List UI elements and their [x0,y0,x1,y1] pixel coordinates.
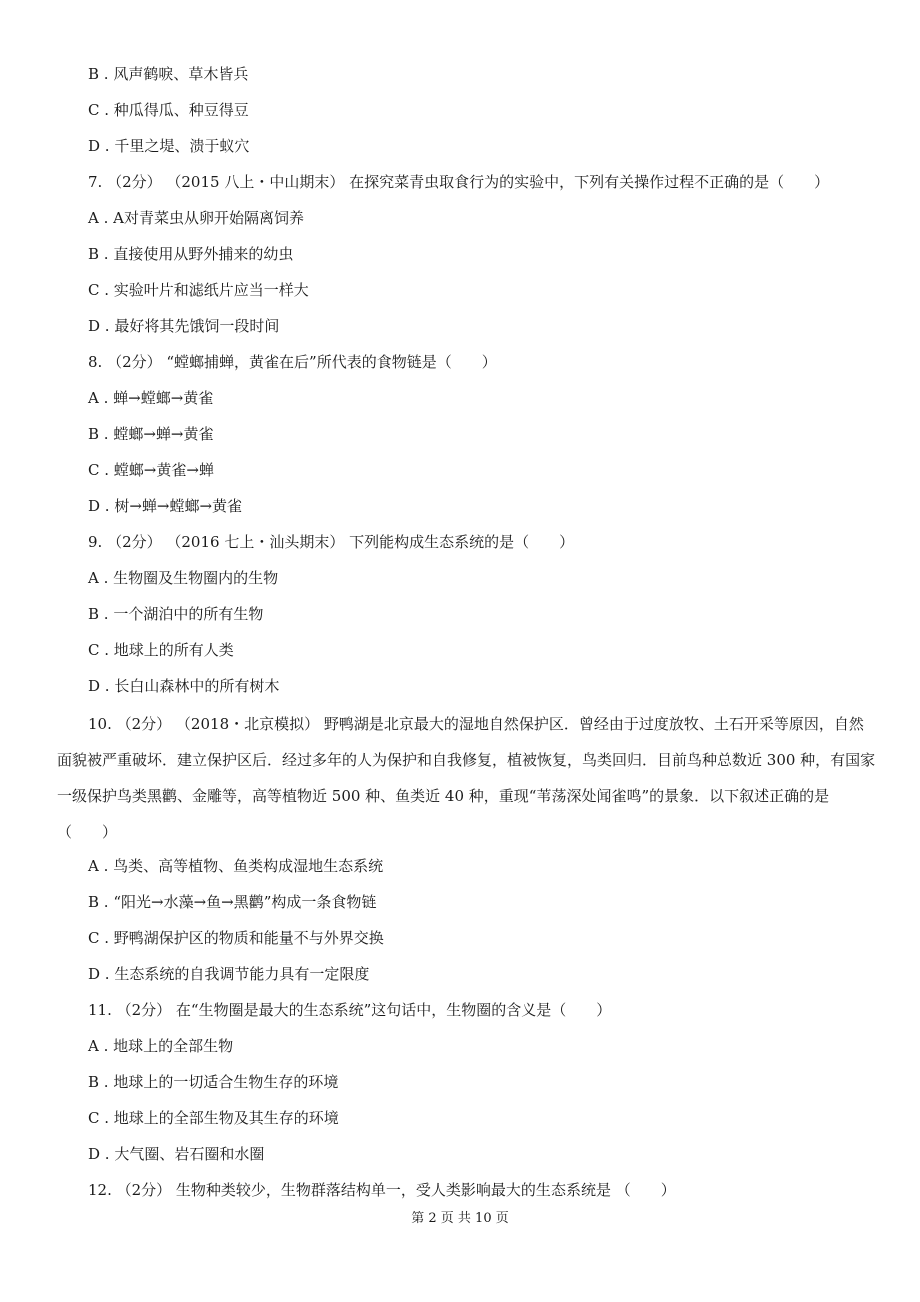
option-text: A . A对青菜虫从卵开始隔离饲养 [88,209,304,227]
option-text: B . 风声鹤唳、草木皆兵 [88,65,249,83]
option-text: C . 地球上的所有人类 [88,641,234,659]
option-text: B . “阳光→水藻→鱼→黑鹳”构成一条食物链 [88,893,377,911]
option-text: D . 最好将其先饿饲一段时间 [88,317,280,335]
option-text: D . 长白山森林中的所有树木 [88,677,280,695]
question-12: 12. （2分） 生物种类较少，生物群落结构单一，受人类影响最大的生态系统是 （ ） [88,1181,676,1199]
option-text: C . 螳螂→黄雀→蝉 [88,461,214,479]
question-7: 7. （2分） （2015 八上・中山期末） 在探究菜青虫取食行为的实验中，下列有关操作过程不正确的是（ ） [88,173,830,191]
option-text: C . 地球上的全部生物及其生存的环境 [88,1109,339,1127]
option-text: D . 生态系统的自我调节能力具有一定限度 [88,965,370,983]
option-text: B . 地球上的一切适合生物生存的环境 [88,1073,339,1091]
option-text: C . 野鸭湖保护区的物质和能量不与外界交换 [88,929,384,947]
question-11: 11. （2分） 在“生物圈是最大的生态系统”这句话中，生物圈的含义是（ ） [88,1001,612,1019]
option-text: B . 螳螂→蝉→黄雀 [88,425,214,443]
option-text: D . 树→蝉→螳螂→黄雀 [88,497,243,515]
question-9: 9. （2分） （2016 七上・汕头期末） 下列能构成生态系统的是（ ） [88,533,575,551]
option-text: C . 实验叶片和滤纸片应当一样大 [88,281,309,299]
option-text: A . 蝉→螳螂→黄雀 [88,389,214,407]
option-text: B . 直接使用从野外捕来的幼虫 [88,245,294,263]
option-text: D . 大气圈、岩石圈和水圈 [88,1145,265,1163]
option-text: D . 千里之堤、溃于蚁穴 [88,137,250,155]
option-text: A . 地球上的全部生物 [88,1037,234,1055]
option-text: B . 一个湖泊中的所有生物 [88,605,264,623]
option-text: A . 生物圈及生物圈内的生物 [88,569,279,587]
option-text: A . 鸟类、高等植物、鱼类构成湿地生态系统 [88,857,384,875]
question-8: 8. （2分） “螳螂捕蝉，黄雀在后”所代表的食物链是（ ） [88,353,497,371]
option-text: C . 种瓜得瓜、种豆得豆 [88,101,249,119]
question-10: 10. （2分） （2018・北京模拟） 野鸭湖是北京最大的湿地自然保护区．曾经由于过度放牧、土石开采等原因，自然面貌被严重破坏．建立保护区后．经过多年的人为保护和自我修复，植被恢复，鸟类回归．目前鸟种总数近 300 种，有国家一级保护鸟类黑鹳、金雕等，高等植物近 500 种、鱼类近 40 种，重现“苇荡深处闻雀鸣”的景象．以下叙述正确的是（ ） [57,715,876,841]
page-footer: 第 2 页 共 10 页 [411,1211,509,1226]
